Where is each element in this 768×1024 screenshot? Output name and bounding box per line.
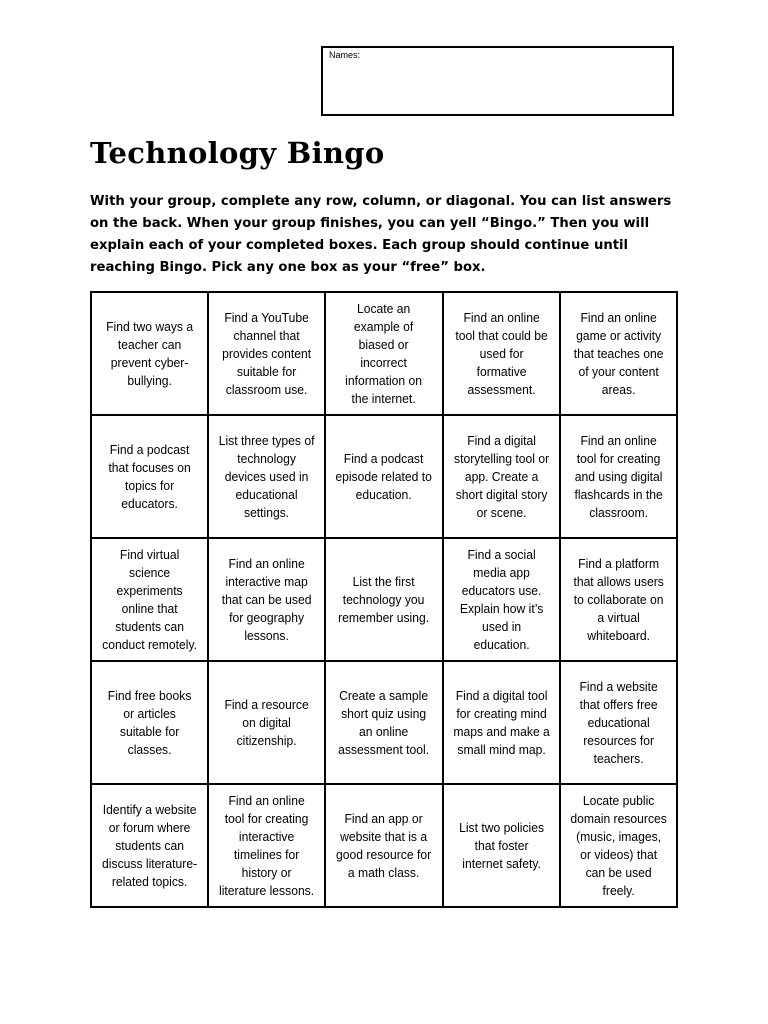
- bingo-cell-text: Find two ways a teacher can prevent cyber-bullying.: [106, 318, 194, 388]
- bingo-cell[interactable]: [91, 538, 208, 661]
- bingo-cell[interactable]: [91, 415, 208, 538]
- bingo-cell[interactable]: [325, 538, 442, 661]
- bingo-cell-text: Find a platform that allows users to collaborate on a virtual whiteboard.: [573, 555, 664, 643]
- bingo-cell-text: Find a digital storytelling tool or app. Create a short digital story or scene.: [453, 432, 549, 520]
- bingo-cell[interactable]: [91, 292, 208, 415]
- bingo-cell-text: Find an online tool for creating and using digital flashcards in the classroom.: [574, 432, 663, 520]
- instructions-paragraph: With your group, complete any row, column, or diagonal. You can list answers on the back. When your group finishes, you can yell “Bingo.” Then you will explain each of your completed boxes. Each group should continue until reaching Bingo. Pick any one box as your “free” box.: [90, 194, 672, 275]
- bingo-cell-text: Identify a website or forum where students can discuss literature-related topics.: [102, 801, 198, 889]
- bingo-cell[interactable]: [443, 415, 560, 538]
- bingo-cell[interactable]: [325, 292, 442, 415]
- bingo-cell-text: Find a website that offers free educational resources for teachers.: [579, 678, 658, 766]
- names-label: Names:: [329, 50, 361, 60]
- bingo-row: [91, 538, 677, 661]
- bingo-cell-text: Find a social media app educators use. Explain how it’s used in education.: [459, 546, 543, 652]
- bingo-cell[interactable]: [208, 784, 325, 907]
- bingo-cell-text: Find an online interactive map that can be used for geography lessons.: [221, 555, 312, 643]
- bingo-cell[interactable]: [208, 661, 325, 784]
- bingo-cell-text: Find a podcast episode related to education.: [335, 450, 433, 502]
- bingo-cell[interactable]: [325, 415, 442, 538]
- bingo-cell[interactable]: [560, 415, 677, 538]
- bingo-cell-text: Find virtual science experiments online that students can conduct remotely.: [102, 546, 198, 652]
- bingo-row: [91, 784, 677, 907]
- bingo-cell-text: Find a digital tool for creating mind maps and make a small mind map.: [452, 687, 550, 757]
- bingo-row: [91, 292, 677, 415]
- bingo-grid: [90, 291, 678, 908]
- bingo-cell[interactable]: [560, 538, 677, 661]
- bingo-cell[interactable]: [443, 292, 560, 415]
- bingo-cell-text: Find an online game or activity that teaches one of your content areas.: [573, 309, 664, 397]
- bingo-cell-text: Find an app or website that is a good resource for a math class.: [336, 810, 432, 880]
- bingo-cell-text: Locate an example of biased or incorrect information on the internet.: [345, 300, 423, 406]
- bingo-cell[interactable]: [560, 661, 677, 784]
- bingo-row: [91, 415, 677, 538]
- bingo-cell[interactable]: [208, 415, 325, 538]
- bingo-cell[interactable]: [560, 784, 677, 907]
- bingo-cell-text: Find a YouTube channel that provides content suitable for classroom use.: [222, 309, 312, 397]
- bingo-cell-text: Find an online tool for creating interactive timelines for history or literature lessons.: [219, 792, 315, 898]
- bingo-cell[interactable]: [443, 661, 560, 784]
- bingo-cell[interactable]: [560, 292, 677, 415]
- bingo-cell[interactable]: [443, 784, 560, 907]
- bingo-row: [91, 661, 677, 784]
- bingo-cell-text: Find a podcast that focuses on topics for educators.: [108, 441, 191, 511]
- bingo-cell-text: List the first technology you remember using.: [338, 573, 430, 625]
- page-title: Technology Bingo: [90, 136, 385, 170]
- bingo-cell[interactable]: [325, 661, 442, 784]
- bingo-cell-text: Locate public domain resources (music, images, or videos) that can be used freely.: [570, 792, 667, 898]
- bingo-cell-text: Create a sample short quiz using an online assessment tool.: [338, 687, 430, 757]
- bingo-cell[interactable]: [325, 784, 442, 907]
- bingo-cell[interactable]: [91, 661, 208, 784]
- bingo-cell-text: Find an online tool that could be used for formative assessment.: [454, 309, 548, 397]
- bingo-cell[interactable]: [208, 292, 325, 415]
- names-field[interactable]: [321, 46, 674, 116]
- bingo-cell[interactable]: [443, 538, 560, 661]
- bingo-cell[interactable]: [208, 538, 325, 661]
- bingo-cell-text: Find free books or articles suitable for classes.: [107, 687, 192, 757]
- bingo-cell-text: List two policies that foster internet safety.: [458, 819, 544, 871]
- bingo-cell-text: List three types of technology devices used in educational settings.: [218, 432, 315, 520]
- bingo-cell-text: Find a resource on digital citizenship.: [224, 696, 309, 748]
- bingo-cell[interactable]: [91, 784, 208, 907]
